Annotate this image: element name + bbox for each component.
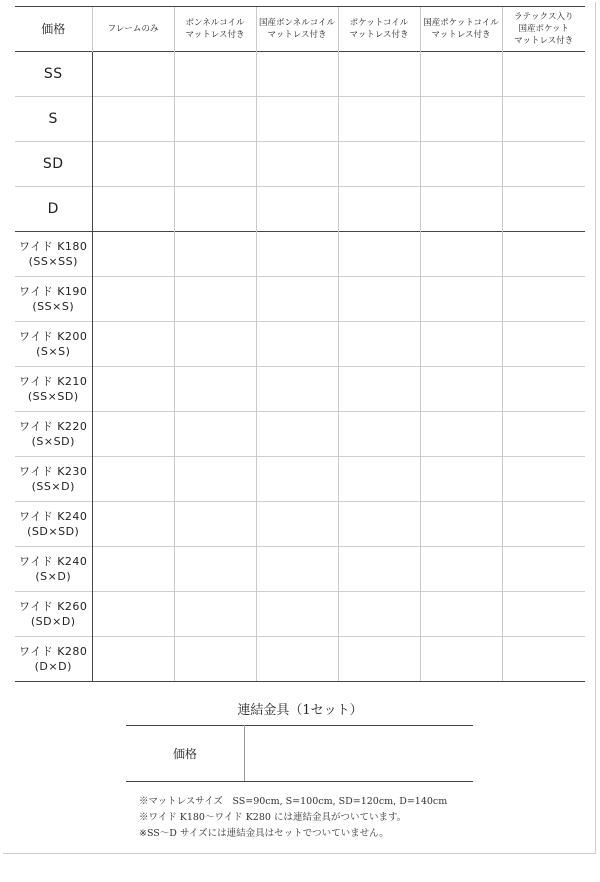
- table-row: [15, 457, 585, 502]
- table-row: [15, 52, 585, 97]
- connector-title: 連結金具（1セット）: [237, 703, 363, 718]
- table-row: [15, 502, 585, 547]
- size-label: ワイド K220 (S×SD): [15, 412, 92, 457]
- size-label: ワイド K260 (SD×D): [15, 592, 92, 637]
- size-label: ワイド K200 (S×S): [15, 322, 92, 367]
- connector-price-label: 価格: [126, 726, 245, 782]
- size-label: S: [15, 97, 92, 142]
- size-label: SS: [15, 52, 92, 97]
- size-label: ワイド K280 (D×D): [15, 637, 92, 682]
- table-row: [15, 277, 585, 322]
- header-bonnell: ボンネルコイル マットレス付き: [174, 7, 256, 52]
- size-label: SD: [15, 142, 92, 187]
- header-frame-only: フレームのみ: [92, 7, 174, 52]
- note-no-connector: ※SS～D サイズには連結金具はセットでついていません。: [139, 828, 389, 839]
- header-pocket: ポケットコイル マットレス付き: [338, 7, 420, 52]
- header-domestic-bonnell: 国産ボンネルコイル マットレス付き: [256, 7, 338, 52]
- table-row: [15, 187, 585, 232]
- size-label: ワイド K230 (SS×D): [15, 457, 92, 502]
- table-row: [15, 592, 585, 637]
- connector-price-table: [126, 725, 473, 782]
- table-row: [15, 232, 585, 277]
- notes: [139, 794, 447, 842]
- header-row: [15, 7, 585, 52]
- table-row: [15, 367, 585, 412]
- note-mattress-sizes: ※マットレスサイズ SS=90cm, S=100cm, SD=120cm, D=140cm: [139, 796, 448, 807]
- size-label: ワイド K180 (SS×SS): [15, 232, 92, 277]
- connector-price-value: [245, 726, 474, 782]
- table-row: [15, 97, 585, 142]
- size-label: ワイド K190 (SS×S): [15, 277, 92, 322]
- size-label: ワイド K240 (SD×SD): [15, 502, 92, 547]
- note-wide-connector: ※ワイド K180～ワイド K280 には連結金具がついています。: [139, 812, 407, 823]
- header-price: 価格: [15, 7, 92, 52]
- header-domestic-pocket: 国産ポケットコイル マットレス付き: [420, 7, 502, 52]
- size-label: ワイド K210 (SS×SD): [15, 367, 92, 412]
- table-row: [15, 637, 585, 682]
- size-label: ワイド K240 (S×D): [15, 547, 92, 592]
- table-row: [15, 547, 585, 592]
- table-row: [15, 322, 585, 367]
- header-latex-pocket: ラテックス入り 国産ポケット マットレス付き: [502, 7, 585, 52]
- size-label: D: [15, 187, 92, 232]
- table-row: [15, 142, 585, 187]
- price-table: [15, 6, 585, 682]
- table-row: [15, 412, 585, 457]
